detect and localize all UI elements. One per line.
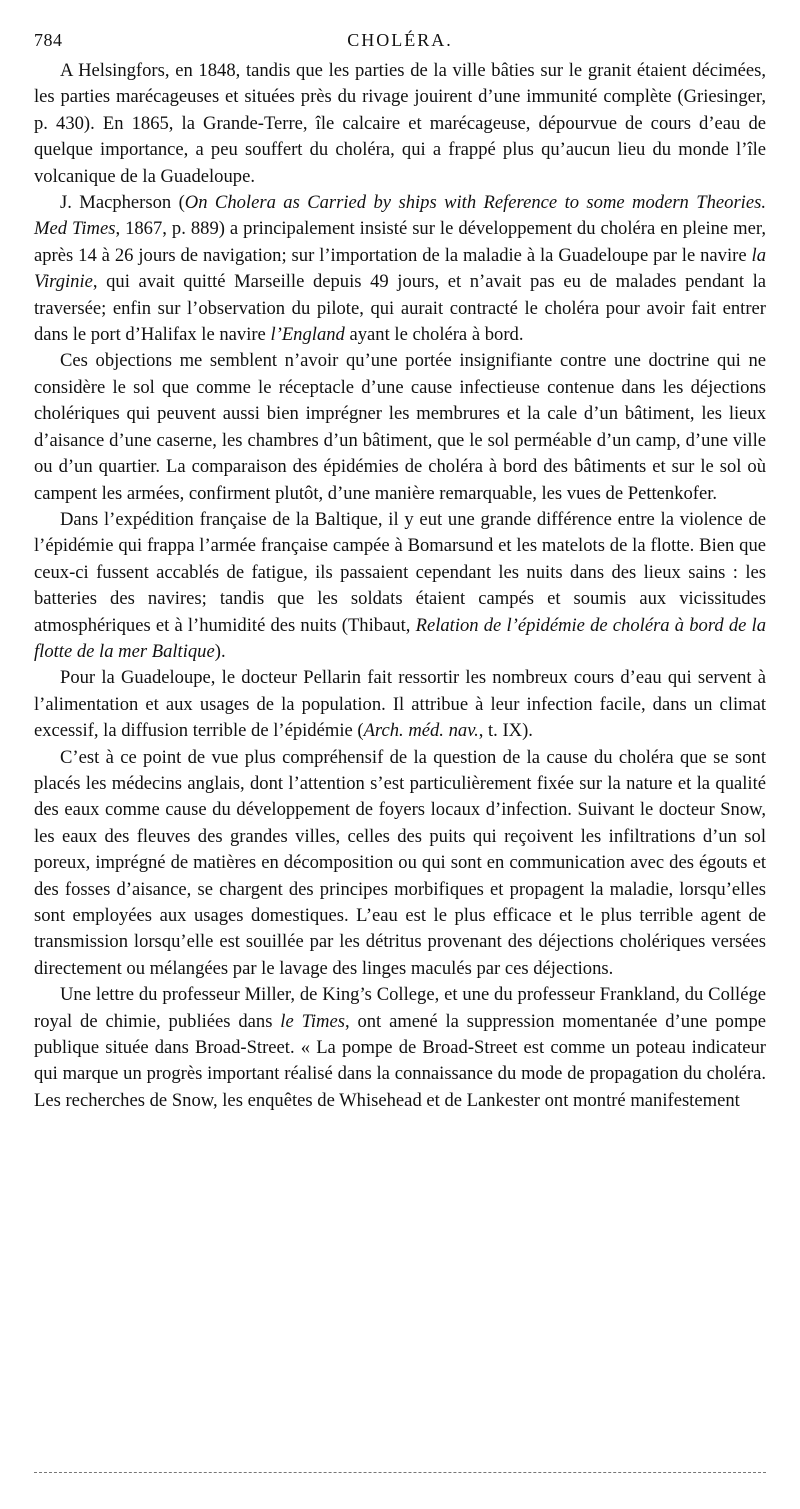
paragraph-objections: [34, 348, 766, 506]
citation-title: On Cholera as Carried by ships with Reference to some modern Theories. Med Times: [34, 192, 766, 240]
text-run: ayant le choléra à bord.: [344, 324, 524, 346]
paragraph-medecins-anglais: [34, 745, 766, 983]
page-number: 784: [34, 30, 63, 50]
text-run: , qui avait quitté Marseille depuis 49 jours, et n’avait pas eu de malades pendant la traversée; enfin sur l’observation du pilote, qui aurait contracté le choléra pour avoir fait entrer dans le port d’Halifax le navire: [34, 271, 766, 346]
text-run: Dans l’expédition française de la Baltique, il y eut une grande différence entre la violence de l’épidémie qui frappa l’armée française campée à Bomarsund et les matelots de la flotte. Bien que ceux-ci fussent accablés de fatigue, ils passaient cependant les nuits dans des lieux sains : les batteries des navires; tandis que les soldats étaient campés et soumis aux vicissitudes atmosphériques et à l’humidité des nuits (Thibaut,: [34, 508, 766, 636]
text-run: , t. IX).: [478, 720, 533, 742]
text-run: A Helsingfors, en 1848, tandis que les parties de la ville bâties sur le granit étaient décimées, les parties marécageuses et situées près du rivage jouirent d’une immunité complète (Griesinger, p. 430). En 1865, la Grande-Terre, île calcaire et marécageuse, dépourvue de cours d’eau de quelque importance, a peu souffert du choléra, qui a frappé plus qu’aucun lieu du monde l’île volcanique de la Guadeloupe.: [34, 60, 766, 187]
text-run: ).: [214, 640, 226, 662]
paragraph-baltique: [34, 507, 766, 665]
text-run: C’est à ce point de vue plus compréhensif de la question de la cause du choléra que se sont placés les médecins anglais, dont l’attention s’est particulièrement fixée sur la nature et la qualité des eaux comme cause du développement de foyers locaux d’infection. Suivant le docteur Snow, les eaux des fleuves des grandes villes, celles des puits qui reçoivent les infiltrations d’un sol poreux, imprégné de matières en décomposition ou qui sont en communication avec des égouts et des fosses d’aisance, se chargent des principes morbifiques et propagent la maladie, lorsqu’elles sont employées aux usages domestiques. L’eau est le plus efficace et le plus terrible agent de transmission lorsqu’elle est souillée par les détritus provenant des déjections cholériques versées directement ou mélangées par le lavage des linges maculés par ces déjections.: [34, 746, 766, 979]
paragraph-macpherson: [34, 190, 766, 348]
text-run: , 1867, p. 889) a principalement insisté sur le développement du choléra en pleine mer, après 14 à 26 jours de navigation; sur l’importation de la maladie à la Guadeloupe par le navire: [34, 218, 766, 266]
text-run: Une lettre du professeur Miller, de King’s College, et une du professeur Frankland, du Collége royal de chimie, publiées dans: [34, 984, 766, 1032]
text-run: Ces objections me semblent n’avoir qu’une portée insignifiante contre une doctrine qui ne considère le sol que comme le réceptacle d’une cause infectieuse contenue dans les déjections cholériques qui peuvent aussi bien imprégner les membrures et la cale d’un bâtiment, les lieux d’aisance d’une caserne, les chambres d’un bâtiment, que le sol perméable d’un camp, d’une ville ou d’un quartier. La comparaison des épidémies de choléra à bord des bâtiments et sur le sol où campent les armées, confirment plutôt, d’une manière remarquable, les vues de Pettenkofer.: [34, 350, 766, 504]
paragraph-helsingfors: [34, 58, 766, 190]
paragraph-broad-street: [34, 982, 766, 1114]
ship-name: la Virginie: [34, 244, 766, 293]
text-run: Pour la Guadeloupe, le docteur Pellarin fait ressortir les nombreux cours d’eau qui servent à l’alimentation et aux usages de la population. Il attribue à leur infection facile, dans un climat excessif, la diffusion terrible de l’épidémie (: [34, 667, 766, 742]
text-run: , ont amené la suppression momentanée d’une pompe publique située dans Broad-Street. « La pompe de Broad-Street est comme un poteau indicateur qui marque un progrès important réalisé dans la connaissance du mode de propagation du choléra. Les recherches de Snow, les enquêtes de Whisehead et de Lankester ont montré manifestement: [34, 1010, 766, 1111]
page-header: [34, 22, 766, 58]
ship-name: l’England: [270, 324, 345, 346]
newspaper-name: le Times: [280, 1010, 345, 1032]
paragraph-guadeloupe: [34, 665, 766, 744]
body-text: [34, 58, 766, 1114]
text-run: J. Macpherson (: [60, 192, 185, 214]
running-title: CHOLÉRA.: [347, 30, 453, 50]
document-page: [34, 22, 766, 1114]
citation-title: Relation de l’épidémie de choléra à bord de la flotte de la mer Baltique: [34, 614, 766, 662]
footer-rule: [34, 1472, 766, 1473]
citation-title: Arch. méd. nav.: [363, 720, 479, 742]
